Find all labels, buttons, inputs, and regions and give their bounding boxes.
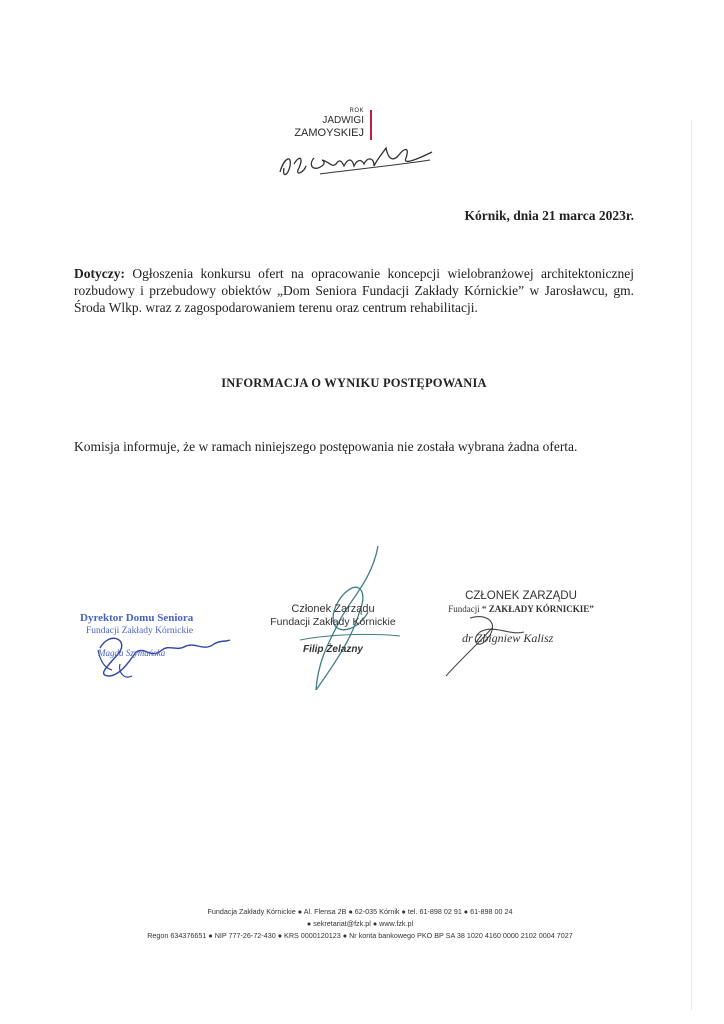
document-date: Kórnik, dnia 21 marca 2023r.: [464, 208, 634, 223]
footer-line-3: Regon 634376651 ● NIP 777-26-72-430 ● KRS 0000120123 ● Nr konta bankowego PKO BP SA 38 1020 4160 0000 2102 0004 7027: [147, 931, 573, 940]
logo-line-1: ROK: [349, 108, 364, 114]
footer-line-2: ● sekretariat@fzk.pl ● www.fzk.pl: [306, 919, 414, 928]
signature-block-board-member-1: [268, 603, 398, 656]
document-heading: INFORMACJA O WYNIKU POSTĘPOWANIA: [221, 376, 487, 390]
board-member-1-org: Fundacji Zakłady Kórnickie: [270, 616, 396, 628]
board-member-2-title: CZŁONEK ZARZĄDU: [465, 590, 577, 602]
director-org: Fundacji Zakłady Kórnickie: [86, 626, 194, 636]
subject-text: Ogłoszenia konkursu ofert na opracowanie koncepcji wielobranżowej architektonicznej rozbudowy i przebudowy obiektów „Dom Seniora Fundacji Zakłady Kórnickie” w Jarosławcu, gm. Środa Wlkp. wraz z zagospodarowaniem terenu oraz centrum rehabilitacji.: [74, 266, 635, 315]
logo-line-3: ZAMOYSKIEJ: [294, 127, 364, 139]
signature-block-director: [80, 612, 240, 659]
signature-block-board-member-2: [446, 589, 596, 645]
board-member-2-org: “ ZAKŁADY KÓRNICKIE”: [482, 604, 594, 614]
subject-label: Dotyczy:: [74, 266, 125, 281]
board-member-2-org-prefix: Fundacji: [448, 604, 480, 614]
logo-line-2: JADWIGI: [322, 115, 364, 126]
footer: [80, 906, 640, 942]
director-name: Magda Szymańska: [98, 648, 166, 658]
director-title: Dyrektor Domu Seniora: [80, 612, 194, 624]
board-member-2-org-line: [446, 603, 596, 615]
board-member-1-name: Filip Żelazny: [302, 644, 363, 655]
information-paragraph: Komisja informuje, że w ramach niniejszego postępowania nie została wybrana żadna oferta.: [74, 439, 578, 454]
board-member-2-name: dr Zbigniew Kalisz: [462, 631, 554, 645]
board-member-1-title: Członek Zarządu: [291, 603, 375, 615]
footer-line-1: Fundacja Zakłady Kórnickie ● Al. Flensa 2B ● 62-035 Kórnik ● tel. 61-898 02 91 ● 61-898 00 24: [207, 907, 513, 916]
